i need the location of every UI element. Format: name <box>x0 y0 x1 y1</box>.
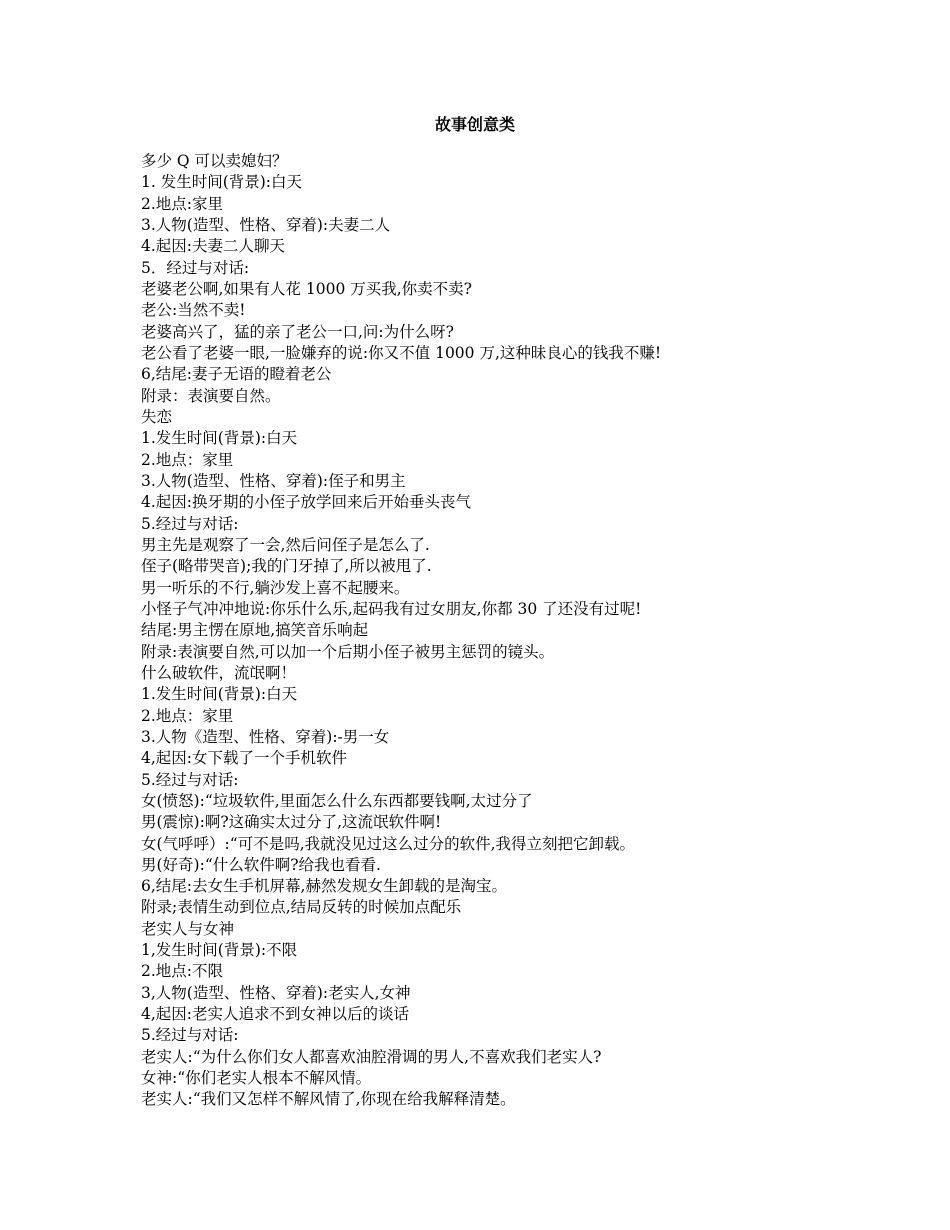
text-line: 5.经过与对话: <box>141 770 239 789</box>
text-line: 6,结尾:去女生手机屏幕,赫然发规女生卸载的是淘宝。 <box>141 877 507 896</box>
text-line: 1.发生时间(背景):白天 <box>141 685 298 704</box>
text-line: 3.人物(造型、性格、穿着):侄子和男主 <box>141 471 406 490</box>
text-line: 男(好奇):“什么软件啊?给我也看看. <box>141 855 381 874</box>
text-line: 1. 发生时间(背景):白天 <box>141 173 303 192</box>
text-line: 6,结尾:妻子无语的瞪着老公 <box>141 365 332 384</box>
text-line: 4.起因:换牙期的小侄子放学回来后开始垂头丧气 <box>141 493 472 512</box>
section-heading: 老实人与女神 <box>141 919 235 938</box>
text-line: 男一听乐的不行,躺沙发上喜不起腰来。 <box>141 578 410 597</box>
text-line: 5.经过与对话: <box>141 1026 239 1045</box>
text-line: 附录;表情生动到位点,结局反转的时候加点配乐 <box>141 898 462 917</box>
text-line: 老公看了老婆一眼,一脸嫌弃的说:你又不值 1000 万,这种昧良心的钱我不赚! <box>141 343 662 362</box>
text-line: 1.发生时间(背景):白天 <box>141 429 298 448</box>
text-line: 5.经过与对话: <box>141 514 239 533</box>
text-line: 4.起因:夫妻二人聊天 <box>141 237 286 256</box>
text-line: 老婆高兴了，猛的亲了老公一口,问:为什么呀? <box>141 322 454 341</box>
text-line: 老实人:“我们又怎样不解风情了,你现在给我解释清楚。 <box>141 1090 516 1109</box>
document-title: 故事创意类 <box>434 115 515 134</box>
text-line: 附录:表演要自然,可以加一个后期小侄子被男主惩罚的镜头。 <box>141 642 555 661</box>
text-line: 3,人物(造型、性格、穿着):老实人,女神 <box>141 983 411 1002</box>
text-line: 3.人物(造型、性格、穿着):夫妻二人 <box>141 215 391 234</box>
text-line: 5．经过与对话: <box>141 258 250 277</box>
text-line: 女(气呼呼）:“可不是吗,我就没见过这么过分的软件,我得立刻把它卸载。 <box>141 834 636 853</box>
text-line: 2.地点：家里 <box>141 706 234 725</box>
text-line: 4,起因:女下载了一个手机软件 <box>141 749 348 768</box>
text-line: 男(震惊):啊?这确实太过分了,这流氓软件啊! <box>141 813 442 832</box>
section-heading: 什么破软件，流氓啊！ <box>141 663 297 682</box>
text-line: 2.地点：家里 <box>141 450 234 469</box>
text-line: 老公:当然不卖! <box>141 301 246 320</box>
text-line: 4,起因:老实人追求不到女神以后的谈话 <box>141 1005 410 1024</box>
text-line: 2.地点:不限 <box>141 962 224 981</box>
text-line: 男主先是观察了一会,然后问侄子是怎么了. <box>141 535 430 554</box>
text-line: 附录：表演要自然。 <box>141 386 281 405</box>
text-line: 小怪子气冲冲地说:你乐什么乐,起码我有过女朋友,你都 30 了还没有过呢! <box>141 599 642 618</box>
document-body <box>141 151 861 1111</box>
section-heading: 失恋 <box>141 407 173 426</box>
text-line: 2.地点:家里 <box>141 194 224 213</box>
text-line: 老实人:“为什么你们女人都喜欢油腔滑调的男人,不喜欢我们老实人? <box>141 1047 602 1066</box>
text-line: 女神:“你们老实人根本不解风情。 <box>141 1069 372 1088</box>
text-line: 侄子(略带哭音);我的门牙掉了,所以被甩了. <box>141 557 432 576</box>
text-line: 老婆老公啊,如果有人花 1000 万买我,你卖不卖? <box>141 279 472 298</box>
text-line: 3.人物《造型、性格、穿着):-男一女 <box>141 727 390 746</box>
text-line: 结尾:男主愣在原地,搞笑音乐响起 <box>141 621 369 640</box>
text-line: 多少 Q 可以卖媳妇？ <box>141 152 288 170</box>
text-line: 1,发生时间(背景):不限 <box>141 941 298 960</box>
text-line: 女(愤怒):“垃圾软件,里面怎么什么东西都要钱啊,太过分了 <box>141 791 533 810</box>
